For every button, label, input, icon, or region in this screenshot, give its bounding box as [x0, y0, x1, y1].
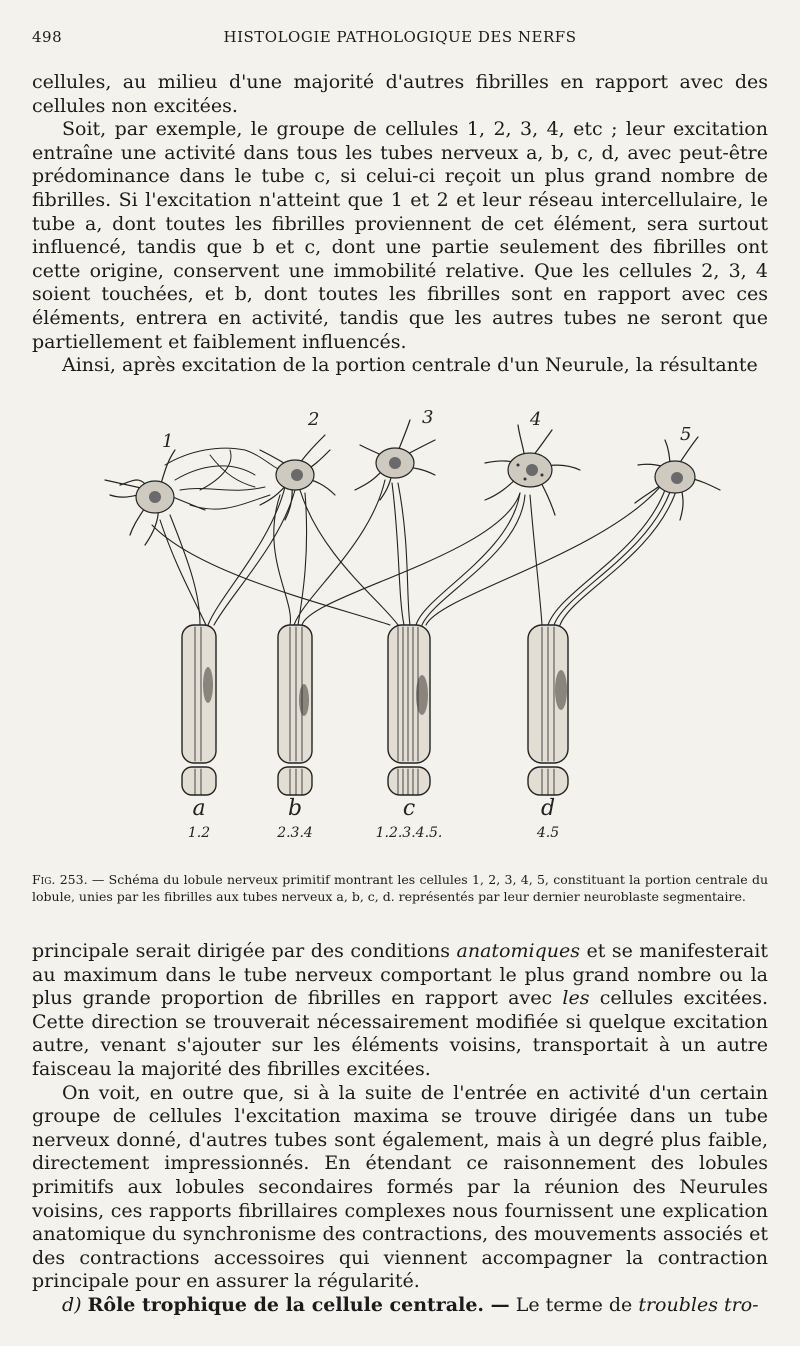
tube-label-c: c — [402, 796, 416, 821]
neuron-cell-2 — [260, 435, 335, 520]
neuron-cell-4 — [485, 425, 580, 515]
neuron-figure — [80, 395, 740, 850]
cell-label-5: 5 — [680, 424, 692, 445]
section-heading: Rôle trophique de la cellule centrale. — — [87, 1293, 510, 1316]
paragraph — [32, 940, 768, 1082]
cell-label-1: 1 — [162, 431, 174, 452]
nerve-tube-b — [278, 625, 312, 795]
cell-label-4: 4 — [530, 409, 542, 430]
nerve-tube-c — [388, 625, 430, 795]
paragraph: Ainsi, après excitation de la portion centrale d'un Neurule, la résultante — [62, 354, 758, 377]
text-run-italic: anatomiques — [456, 940, 580, 962]
paragraph: cellules, au milieu d'une majorité d'autres fibrilles en rapport avec des cellules non excitées. — [32, 71, 768, 117]
text-run-italic: troubles tro- — [638, 1293, 759, 1316]
running-header — [32, 28, 768, 52]
tube-label-b: b — [287, 796, 303, 821]
intercellular-network — [165, 448, 280, 509]
text-run-italic: d) — [62, 1293, 88, 1316]
neuron-cell-5 — [635, 437, 720, 520]
page-number: 498 — [32, 28, 63, 46]
text-run: Le terme de — [509, 1293, 639, 1316]
nerve-tube-a — [182, 625, 216, 795]
paragraph: Soit, par exemple, le groupe de cellules 1, 2, 3, 4, etc ; leur excitation entraîne une activité dans tous les tubes nerveux a, b, c, d, avec peut-être prédominance dans le tube c, si celui-ci reçoit un plus grand nombre de fibrilles. Si l'excitation n'atteint que 1 et 2 et leur réseau intercellulaire, le tube a, dont toutes les fibrilles proviennent de cet élément, sera surtout influencé, tandis que b et c, dont une partie seulement des fibrilles ont cette origine, conservent une immobilité relative. Que les cellules 2, 3, 4 soient touchées, et b, dont toutes les fibrilles sont en rapport avec ces éléments, entrera en activité, tandis que les autres tubes ne seront que partiellement et faiblement influencés. — [32, 118, 768, 353]
neuron-cell-1 — [105, 450, 205, 545]
nerve-tube-d — [528, 625, 568, 795]
cell-label-3: 3 — [422, 407, 434, 428]
paragraph: On voit, en outre que, si à la suite de l'entrée en activité d'un certain groupe de cellules l'excitation maxima se trouve dirigée dans un tube nerveux donné, d'autres tubes sont également, mais à un degré plus faible, directement impressionnés. En étendant ce raisonnement des lobules primitifs aux lobules secondaires formés par la réunion des Neurules voisins, ces rapports fibrillaires complexes nous fournissent une explication anatomique du synchronisme des contractions, des mouvements associés et des contractions accessoires qui viennent accompagner la contraction principale pour en assurer la régularité. — [32, 1081, 768, 1293]
tube-cells-b: 2.3.4 — [277, 825, 313, 841]
cell-label-2: 2 — [308, 409, 320, 430]
figure-number: Fig. 253. — [32, 872, 88, 887]
figure-caption — [32, 872, 768, 905]
text-run: et se manifesterait au maximum dans le tube nerveux comportant le plus grand nombre ou la plus grande proportion de fibrilles en rapport avec — [32, 940, 768, 1010]
text-block-bottom — [32, 940, 768, 1318]
caption-text: — Schéma du lobule nerveux primitif montrant les cellules 1, 2, 3, 4, 5, constituant la portion centrale du lobule, unies par les fibrilles aux tubes nerveux a, b, c, d. représentés par leur dernier neuroblaste segmentaire. — [32, 872, 768, 904]
tube-cells-a: 1.2 — [187, 825, 211, 841]
tube-cells-c: 1.2.3.4.5. — [375, 825, 443, 841]
text-run: principale serait dirigée par des conditions — [32, 940, 457, 962]
running-title: HISTOLOGIE PATHOLOGIQUE DES NERFS — [223, 28, 577, 46]
tube-cells-d: 4.5 — [536, 825, 560, 841]
text-block-top — [32, 71, 768, 378]
text-run-italic: les — [562, 987, 590, 1010]
neuron-cell-3 — [355, 420, 435, 500]
tube-label-d: d — [540, 796, 556, 821]
neuron-diagram — [80, 395, 740, 850]
tube-label-a: a — [192, 796, 206, 821]
fibrils — [152, 480, 675, 625]
paragraph — [32, 1294, 768, 1318]
text-run: cellules excitées. Cette direction se trouverait nécessairement modifiée si quelque excitation autre, venant s'ajouter sur les éléments voisins, transportait à un autre faisceau la majorité des fibrilles excitées. — [32, 987, 768, 1080]
